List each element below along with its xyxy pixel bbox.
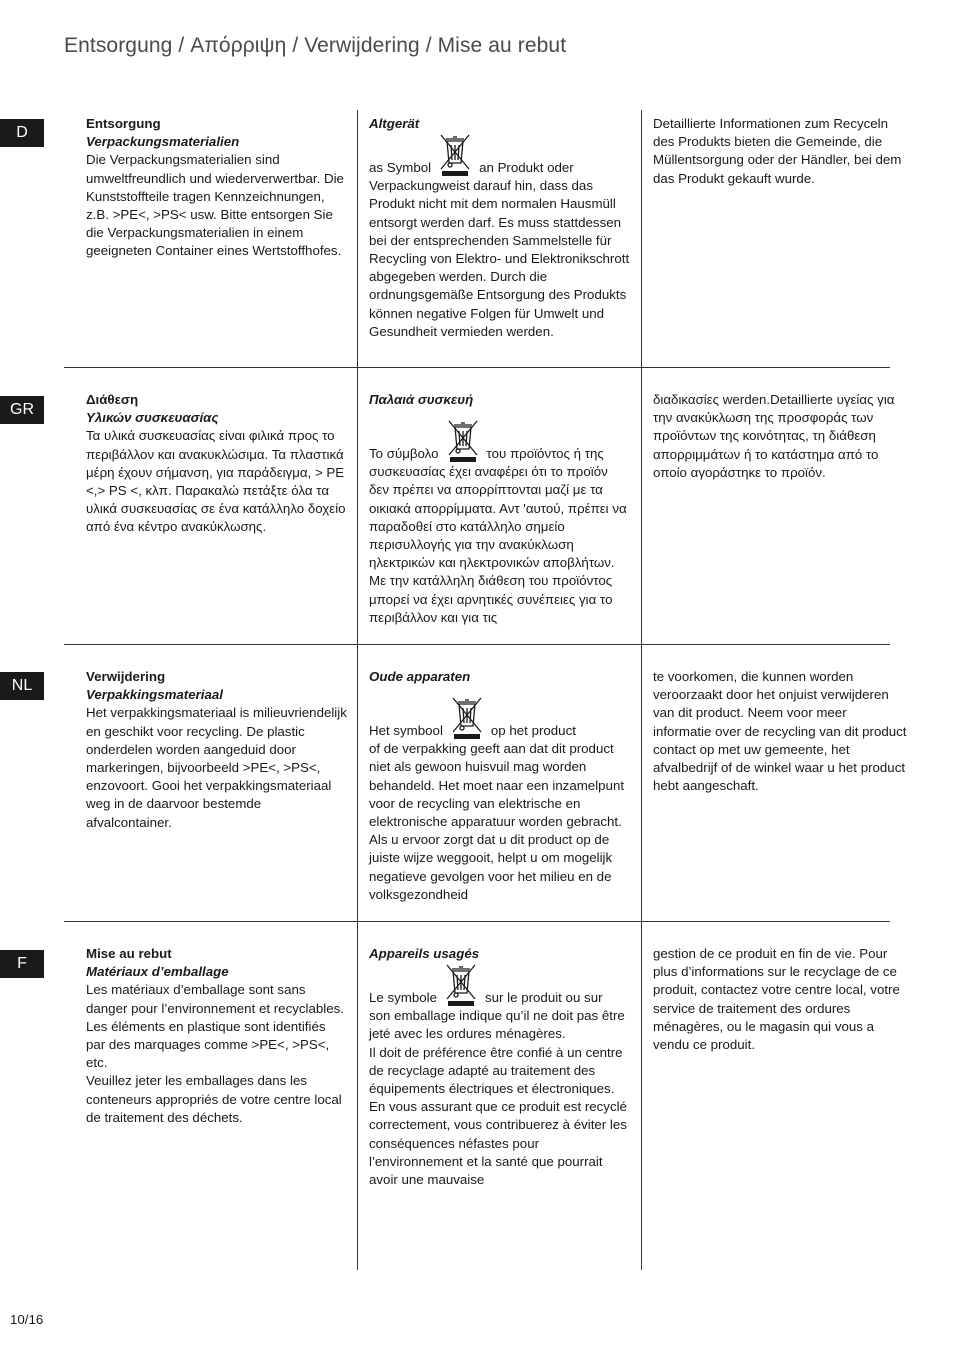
symbol-text-after: του προϊόντος ή της	[486, 446, 604, 461]
old-appliance-text-2: Il doit de préférence être confié à un centre de recyclage adapté au traitement des équipements électriques et électroniques. En vous assurant que ce produit est recyclé correctement, vous contribuerez à éviter les conséquences néfastes pour l’environnement et la santé que pourrait avoir une mauvaise	[369, 1044, 627, 1188]
packaging-column	[86, 668, 348, 832]
page-number: 10/16	[10, 1312, 44, 1327]
old-appliance-text: Verpackungweist darauf hin, dass das Produkt nicht mit dem normalen Hausmüll entsorgt werden darf. Es muss stattdessen bei der entsprechenden Sammelstelle für Recycling von Elektro- und Elektronikschrott abgegeben werden. Durch die ordnungsgemäße Entsorgung des Produkts können negative Folgen für Umwelt und Gesundheit vermieden werden.	[369, 178, 630, 339]
old-appliance-heading: Appareils usagés	[369, 946, 480, 961]
packaging-text: Die Verpackungsmaterialien sind umweltfreundlich und wiederverwertbar. Die Kunststoffteile tragen Kennzeichnungen, z.B. >PE<, >PS< usw. Bitte entsorgen Sie die Verpackungsmaterialien in einem geeigneten Container eines Wertstoffhofes.	[86, 152, 344, 259]
symbol-text-after: sur le produit ou sur	[485, 990, 603, 1005]
language-tab-gr: GR	[0, 396, 44, 424]
crossed-out-wheelie-bin-icon	[437, 133, 473, 177]
recycling-info-column	[653, 668, 907, 795]
recycling-info-text: διαδικασίες werden.Detaillierte υγείας για την ανακύκλωση της προσφοράς των προϊόντων της κοινότητας, τη διάθεση απορριμμάτων ή το κατάστημα από το οποίο αγοράστηκε το προϊόν.	[653, 392, 895, 480]
symbol-text-after: an Produkt oder	[479, 160, 574, 175]
section-divider	[64, 367, 890, 368]
section-heading: Verwijdering	[86, 669, 166, 684]
section-heading: Entsorgung	[86, 116, 161, 131]
old-appliance-column	[369, 668, 631, 904]
packaging-column	[86, 391, 348, 537]
section-divider	[64, 921, 890, 922]
section-subheading: Verpackungsmaterialien	[86, 134, 240, 150]
symbol-text-before: Le symbole	[369, 990, 437, 1005]
recycling-info-column	[653, 945, 907, 1054]
symbol-text-before: as Symbol	[369, 160, 432, 175]
language-tab-de: D	[0, 119, 44, 147]
symbol-sentence	[369, 696, 631, 740]
section-subheading: Υλικών συσκευασίας	[86, 410, 219, 426]
crossed-out-wheelie-bin-icon	[445, 419, 481, 463]
symbol-sentence	[369, 419, 631, 463]
old-appliance-heading: Παλαιά συσκευή	[369, 392, 474, 407]
page-title: Entsorgung / Απόρριψη / Verwijdering / Mise au rebut	[64, 34, 567, 57]
symbol-text-before: Het symbool	[369, 723, 443, 738]
packaging-text: Τα υλικά συσκευασίας είναι φιλικά προς το περιβάλλον και ανακυκλώσιμα. Τα πλαστικά μέρη έχουν σήμανση, για παράδειγμα, > PE <,> PS <, κλπ. Παρακαλώ πετάξτε όλα τα υλικά συσκευασίας σε ένα κατάλληλο δοχείο από ένα κέντρο ανακύκλωσης.	[86, 428, 346, 535]
old-appliance-text: συσκευασίας έχει αναφέρει ότι το προϊόν δεν πρέπει να απορρίπτονται μαζί με τα οικιακά απορρίμματα. Αντ 'αυτού, πρέπει να παραδοθεί στο κατάλληλο σημείο περισυλλογής για την ανακύκλωση ηλεκτρικών και ηλεκτρονικών αποβλήτων. Με την κατάλληλη διάθεση του προϊόντος μπορεί να έχει αρνητικές συνέπειες για το περιβάλλον και για τις	[369, 464, 627, 625]
section-heading: Διάθεση	[86, 392, 139, 407]
symbol-sentence	[369, 963, 631, 1007]
packaging-text: Les matériaux d’emballage sont sans danger pour l’environnement et recyclables. Les éléments en plastique sont identifiés par des marquages comme >PE<, >PS<, etc.	[86, 982, 344, 1071]
old-appliance-text: of de verpakking geeft aan dat dit product niet als gewoon huisvuil mag worden behandeld. Het moet naar een inzamelpunt voor de recycling van elektrische en elektronische apparatuur worden gebracht. Als u ervoor zorgt dat u dit product op de juiste wijze weggooit, helpt u om mogelijk negatieve gevolgen voor het milieu en de volksgezondheid	[369, 741, 625, 902]
column-divider-left	[357, 110, 358, 1270]
section-subheading: Verpakkingsmateriaal	[86, 687, 223, 703]
section-divider	[64, 644, 890, 645]
recycling-info-text: te voorkomen, die kunnen worden veroorzaakt door het onjuist verwijderen van dit product. Neem voor meer informatie over de recycling van dit product contact op met uw gemeente, het afvalbedrijf of de winkel waar u het product hebt aangeschaft.	[653, 669, 907, 794]
packaging-text: Het verpakkingsmateriaal is milieuvriendelijk en geschikt voor recycling. De plastic onderdelen worden aangeduid door markeringen, bijvoorbeeld >PE<, >PS<, enzovoort. Gooi het verpakkingsmateriaal weg in de daarvoor bestemde afvalcontainer.	[86, 705, 347, 830]
section-subheading: Matériaux d’emballage	[86, 964, 229, 980]
old-appliance-heading: Oude apparaten	[369, 669, 471, 684]
section-heading: Mise au rebut	[86, 946, 172, 961]
recycling-info-column	[653, 391, 907, 482]
packaging-column	[86, 945, 348, 1127]
crossed-out-wheelie-bin-icon	[449, 696, 485, 740]
language-tab-nl: NL	[0, 672, 44, 700]
old-appliance-heading: Altgerät	[369, 116, 420, 131]
crossed-out-wheelie-bin-icon	[443, 963, 479, 1007]
language-tab-fr: F	[0, 950, 44, 978]
old-appliance-column	[369, 115, 631, 341]
symbol-text-before: Το σύμβολο	[369, 446, 439, 461]
packaging-text-2: Veuillez jeter les emballages dans les conteneurs appropriés de votre centre local de traitement des déchets.	[86, 1073, 342, 1125]
symbol-text-after: op het product	[490, 723, 576, 738]
recycling-info-column	[653, 115, 907, 188]
old-appliance-column	[369, 945, 631, 1189]
recycling-info-text: gestion de ce produit en fin de vie. Pour plus d’informations sur le recyclage de ce produit, contactez votre centre local, votre service de traitement des ordures ménagères, ou le magasin qui vous a vendu ce produit.	[653, 946, 900, 1053]
column-divider-right	[641, 110, 642, 1270]
recycling-info-text: Detaillierte Informationen zum Recyceln des Produkts bieten die Gemeinde, die Müllentsorgung oder der Händler, bei dem das Produkt gekauft wurde.	[653, 116, 902, 186]
old-appliance-text: son emballage indique qu’il ne doit pas être jeté avec les ordures ménagères.	[369, 1008, 625, 1042]
packaging-column	[86, 115, 348, 261]
old-appliance-column	[369, 391, 631, 627]
symbol-sentence	[369, 133, 631, 177]
